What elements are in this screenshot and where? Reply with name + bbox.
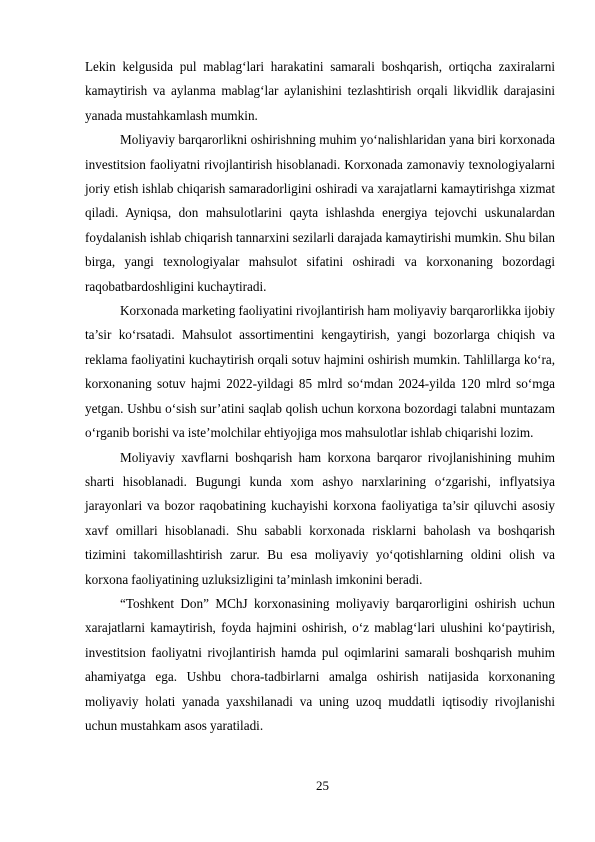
page-number: 25 bbox=[316, 778, 329, 793]
paragraph-marketing: Korxonada marketing faoliyatini rivojlantirish ham moliyaviy barqarorlikka ijobiy ta’sir ko‘rsatadi. Mahsulot assortimentini kengaytirish, yangi bozorlarga chiqish va reklama faoliyatini kuchaytirish orqali sotuv hajmini oshirish mumkin. Tahlillarga ko‘ra, korxonaning sotuv hajmi 2022-yildagi 85 mlrd so‘mdan 2024-yilda 120 mlrd so‘mga yetgan. Ushbu o‘sish sur’atini saqlab qolish uchun korxona bozordagi talabni muntazam o‘rganib borishi va iste’molchilar ehtiyojiga mos mahsulotlar ishlab chiqarishi lozim. bbox=[85, 303, 555, 441]
page-body bbox=[85, 55, 555, 738]
paragraph-investment: Moliyaviy barqarorlikni oshirishning muhim yo‘nalishlaridan yana biri korxonada investitsion faoliyatni rivojlantirish hisoblanadi. Korxonada zamonaviy texnologiyalarni joriy etish ishlab chiqarish samaradorligini oshiradi va xarajatlarni kamaytirishga xizmat qiladi. Ayniqsa, don mahsulotlarini qayta ishlashda energiya tejovchi uskunalardan foydalanish ishlab chiqarish tannarxini sezilarli darajada kamaytirishi mumkin. Shu bilan birga, yangi texnologiyalar mahsulot sifatini oshiradi va korxonaning bozordagi raqobatbardoshligini kuchaytiradi. bbox=[85, 132, 555, 294]
paragraph-liquidity: Lekin kelgusida pul mablag‘lari harakatini samarali boshqarish, ortiqcha zaxiralarni kamaytirish va aylanma mablag‘lar aylanishini tezlashtirish orqali likvidlik darajasini yanada mustahkamlash mumkin. bbox=[85, 59, 555, 123]
paragraph-conclusion: “Toshkent Don” MChJ korxonasining moliyaviy barqarorligini oshirish uchun xarajatlarni kamaytirish, foyda hajmini oshirish, o‘z mablag‘lari ulushini ko‘paytirish, investitsion faoliyatni rivojlantirish hamda pul oqimlarini samarali boshqarish muhim ahamiyatga ega. Ushbu chora-tadbirlarni amalga oshirish natijasida korxonaning moliyaviy holati yanada yaxshilanadi va uning uzoq muddatli iqtisodiy rivojlanishi uchun mustahkam asos yaratiladi. bbox=[85, 595, 555, 733]
paragraph-risk-management: Moliyaviy xavflarni boshqarish ham korxona barqaror rivojlanishining muhim sharti hisoblanadi. Bugungi kunda xom ashyo narxlarining o‘zgarishi, inflyatsiya jarayonlari va bozor raqobatining kuchayishi korxona faoliyatiga ta’sir qiluvchi asosiy xavf omillari hisoblanadi. Shu sababli korxonada risklarni baholash va boshqarish tizimini takomillashtirish zarur. Bu esa moliyaviy yo‘qotishlarning oldini olish va korxona faoliyatining uzluksizligini ta’minlash imkonini beradi. bbox=[85, 449, 555, 587]
